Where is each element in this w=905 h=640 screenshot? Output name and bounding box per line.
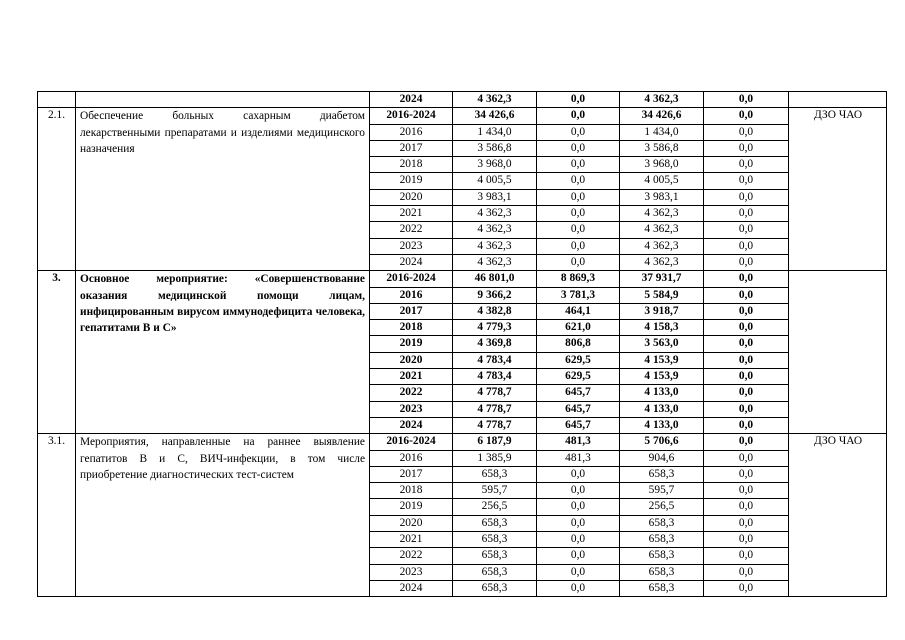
year-cell: 2020 <box>370 515 453 531</box>
year-cell: 2023 <box>370 401 453 417</box>
federal-budget-cell: 0,0 <box>537 564 620 580</box>
year-cell: 2024 <box>370 254 453 270</box>
federal-budget-cell: 645,7 <box>537 385 620 401</box>
year-cell: 2016-2024 <box>370 434 453 450</box>
district-budget-cell: 658,3 <box>620 548 704 564</box>
district-budget-cell: 4 153,9 <box>620 352 704 368</box>
other-sources-cell: 0,0 <box>704 140 789 156</box>
other-sources-cell: 0,0 <box>704 532 789 548</box>
other-sources-cell: 0,0 <box>704 287 789 303</box>
federal-budget-cell: 806,8 <box>537 336 620 352</box>
district-budget-cell: 1 434,0 <box>620 124 704 140</box>
district-budget-cell: 3 968,0 <box>620 157 704 173</box>
year-cell: 2018 <box>370 320 453 336</box>
total-cell: 4 778,7 <box>453 417 537 433</box>
year-cell: 2018 <box>370 157 453 173</box>
district-budget-cell: 256,5 <box>620 499 704 515</box>
federal-budget-cell: 0,0 <box>537 532 620 548</box>
federal-budget-cell: 0,0 <box>537 238 620 254</box>
other-sources-cell: 0,0 <box>704 173 789 189</box>
total-cell: 658,3 <box>453 564 537 580</box>
year-cell: 2023 <box>370 564 453 580</box>
total-cell: 4 005,5 <box>453 173 537 189</box>
other-sources-cell: 0,0 <box>704 320 789 336</box>
total-cell: 4 362,3 <box>453 254 537 270</box>
name-cell <box>76 92 370 108</box>
year-cell: 2021 <box>370 206 453 222</box>
other-sources-cell: 0,0 <box>704 124 789 140</box>
executor-cell <box>789 271 887 434</box>
total-cell: 4 779,3 <box>453 320 537 336</box>
other-sources-cell: 0,0 <box>704 352 789 368</box>
district-budget-cell: 658,3 <box>620 515 704 531</box>
executor-cell <box>789 92 887 108</box>
total-cell: 4 362,3 <box>453 206 537 222</box>
district-budget-cell: 4 005,5 <box>620 173 704 189</box>
district-budget-cell: 3 563,0 <box>620 336 704 352</box>
item-name: Основное мероприятие: «Совершенствование оказания медицинской помощи лицам, инфицированным вирусом иммунодефицита человека, гепатитами В и С» <box>76 271 370 434</box>
other-sources-cell: 0,0 <box>704 417 789 433</box>
item-name: Обеспечение больных сахарным диабетом лекарственными препаратами и изделиями медицинского назначения <box>76 108 370 271</box>
total-cell: 4 362,3 <box>453 222 537 238</box>
year-cell: 2024 <box>370 580 453 596</box>
year-cell: 2016 <box>370 124 453 140</box>
other-sources-cell: 0,0 <box>704 369 789 385</box>
district-budget-cell: 4 362,3 <box>620 92 704 108</box>
federal-budget-cell: 8 869,3 <box>537 271 620 287</box>
district-budget-cell: 904,6 <box>620 450 704 466</box>
district-budget-cell: 658,3 <box>620 532 704 548</box>
total-cell: 34 426,6 <box>453 108 537 124</box>
district-budget-cell: 658,3 <box>620 580 704 596</box>
district-budget-cell: 5 706,6 <box>620 434 704 450</box>
federal-budget-cell: 481,3 <box>537 434 620 450</box>
other-sources-cell: 0,0 <box>704 303 789 319</box>
other-sources-cell: 0,0 <box>704 385 789 401</box>
total-cell: 658,3 <box>453 515 537 531</box>
federal-budget-cell: 0,0 <box>537 254 620 270</box>
federal-budget-cell: 0,0 <box>537 580 620 596</box>
federal-budget-cell: 0,0 <box>537 108 620 124</box>
total-cell: 4 362,3 <box>453 238 537 254</box>
year-cell: 2022 <box>370 222 453 238</box>
year-cell: 2016 <box>370 287 453 303</box>
item-number: 3. <box>38 271 76 434</box>
total-cell: 4 382,8 <box>453 303 537 319</box>
district-budget-cell: 3 918,7 <box>620 303 704 319</box>
other-sources-cell: 0,0 <box>704 466 789 482</box>
year-cell: 2020 <box>370 352 453 368</box>
district-budget-cell: 37 931,7 <box>620 271 704 287</box>
other-sources-cell: 0,0 <box>704 483 789 499</box>
other-sources-cell: 0,0 <box>704 189 789 205</box>
district-budget-cell: 34 426,6 <box>620 108 704 124</box>
total-cell: 4 778,7 <box>453 401 537 417</box>
district-budget-cell: 4 158,3 <box>620 320 704 336</box>
total-cell: 4 778,7 <box>453 385 537 401</box>
total-cell: 658,3 <box>453 532 537 548</box>
district-budget-cell: 3 983,1 <box>620 189 704 205</box>
district-budget-cell: 4 362,3 <box>620 238 704 254</box>
total-cell: 595,7 <box>453 483 537 499</box>
federal-budget-cell: 0,0 <box>537 173 620 189</box>
federal-budget-cell: 0,0 <box>537 92 620 108</box>
federal-budget-cell: 0,0 <box>537 157 620 173</box>
year-cell: 2019 <box>370 173 453 189</box>
other-sources-cell: 0,0 <box>704 548 789 564</box>
other-sources-cell: 0,0 <box>704 580 789 596</box>
year-cell: 2016-2024 <box>370 108 453 124</box>
table-row <box>38 108 887 124</box>
item-number: 3.1. <box>38 434 76 597</box>
total-cell: 658,3 <box>453 466 537 482</box>
budget-table <box>37 91 887 597</box>
federal-budget-cell: 0,0 <box>537 189 620 205</box>
item-number: 2.1. <box>38 108 76 271</box>
federal-budget-cell: 629,5 <box>537 369 620 385</box>
total-cell: 1 434,0 <box>453 124 537 140</box>
total-cell: 9 366,2 <box>453 287 537 303</box>
other-sources-cell: 0,0 <box>704 238 789 254</box>
federal-budget-cell: 621,0 <box>537 320 620 336</box>
year-cell: 2022 <box>370 548 453 564</box>
total-cell: 3 586,8 <box>453 140 537 156</box>
federal-budget-cell: 645,7 <box>537 401 620 417</box>
number-cell <box>38 92 76 108</box>
federal-budget-cell: 0,0 <box>537 515 620 531</box>
federal-budget-cell: 0,0 <box>537 140 620 156</box>
table-row <box>38 434 887 450</box>
total-cell: 658,3 <box>453 548 537 564</box>
district-budget-cell: 4 133,0 <box>620 401 704 417</box>
total-cell: 3 983,1 <box>453 189 537 205</box>
year-cell: 2023 <box>370 238 453 254</box>
total-cell: 658,3 <box>453 580 537 596</box>
other-sources-cell: 0,0 <box>704 499 789 515</box>
other-sources-cell: 0,0 <box>704 157 789 173</box>
item-name: Мероприятия, направленные на раннее выявление гепатитов В и С, ВИЧ-инфекции, в том числе приобретение диагностических тест-систем <box>76 434 370 597</box>
year-cell: 2017 <box>370 140 453 156</box>
federal-budget-cell: 0,0 <box>537 483 620 499</box>
district-budget-cell: 4 362,3 <box>620 206 704 222</box>
year-cell: 2019 <box>370 336 453 352</box>
district-budget-cell: 3 586,8 <box>620 140 704 156</box>
total-cell: 3 968,0 <box>453 157 537 173</box>
district-budget-cell: 5 584,9 <box>620 287 704 303</box>
district-budget-cell: 658,3 <box>620 564 704 580</box>
other-sources-cell: 0,0 <box>704 206 789 222</box>
federal-budget-cell: 629,5 <box>537 352 620 368</box>
year-cell: 2021 <box>370 532 453 548</box>
year-cell: 2017 <box>370 303 453 319</box>
district-budget-cell: 4 133,0 <box>620 385 704 401</box>
year-cell: 2016-2024 <box>370 271 453 287</box>
other-sources-cell: 0,0 <box>704 434 789 450</box>
federal-budget-cell: 0,0 <box>537 466 620 482</box>
district-budget-cell: 658,3 <box>620 466 704 482</box>
other-sources-cell: 0,0 <box>704 108 789 124</box>
other-sources-cell: 0,0 <box>704 564 789 580</box>
year-cell: 2018 <box>370 483 453 499</box>
federal-budget-cell: 3 781,3 <box>537 287 620 303</box>
other-sources-cell: 0,0 <box>704 271 789 287</box>
total-cell: 46 801,0 <box>453 271 537 287</box>
federal-budget-cell: 0,0 <box>537 548 620 564</box>
federal-budget-cell: 0,0 <box>537 124 620 140</box>
federal-budget-cell: 0,0 <box>537 222 620 238</box>
federal-budget-cell: 481,3 <box>537 450 620 466</box>
other-sources-cell: 0,0 <box>704 92 789 108</box>
total-cell: 4 369,8 <box>453 336 537 352</box>
total-cell: 6 187,9 <box>453 434 537 450</box>
federal-budget-cell: 0,0 <box>537 206 620 222</box>
year-cell: 2024 <box>370 417 453 433</box>
table-body <box>38 92 887 597</box>
year-cell: 2024 <box>370 92 453 108</box>
other-sources-cell: 0,0 <box>704 254 789 270</box>
district-budget-cell: 595,7 <box>620 483 704 499</box>
executor-cell: ДЗО ЧАО <box>789 108 887 271</box>
other-sources-cell: 0,0 <box>704 336 789 352</box>
table-row <box>38 92 887 108</box>
other-sources-cell: 0,0 <box>704 401 789 417</box>
district-budget-cell: 4 133,0 <box>620 417 704 433</box>
total-cell: 4 362,3 <box>453 92 537 108</box>
year-cell: 2019 <box>370 499 453 515</box>
federal-budget-cell: 464,1 <box>537 303 620 319</box>
year-cell: 2020 <box>370 189 453 205</box>
other-sources-cell: 0,0 <box>704 222 789 238</box>
district-budget-cell: 4 362,3 <box>620 222 704 238</box>
year-cell: 2022 <box>370 385 453 401</box>
other-sources-cell: 0,0 <box>704 515 789 531</box>
total-cell: 4 783,4 <box>453 369 537 385</box>
year-cell: 2017 <box>370 466 453 482</box>
year-cell: 2021 <box>370 369 453 385</box>
district-budget-cell: 4 362,3 <box>620 254 704 270</box>
federal-budget-cell: 0,0 <box>537 499 620 515</box>
total-cell: 4 783,4 <box>453 352 537 368</box>
total-cell: 256,5 <box>453 499 537 515</box>
year-cell: 2016 <box>370 450 453 466</box>
table-row <box>38 271 887 287</box>
federal-budget-cell: 645,7 <box>537 417 620 433</box>
other-sources-cell: 0,0 <box>704 450 789 466</box>
district-budget-cell: 4 153,9 <box>620 369 704 385</box>
total-cell: 1 385,9 <box>453 450 537 466</box>
executor-cell: ДЗО ЧАО <box>789 434 887 597</box>
